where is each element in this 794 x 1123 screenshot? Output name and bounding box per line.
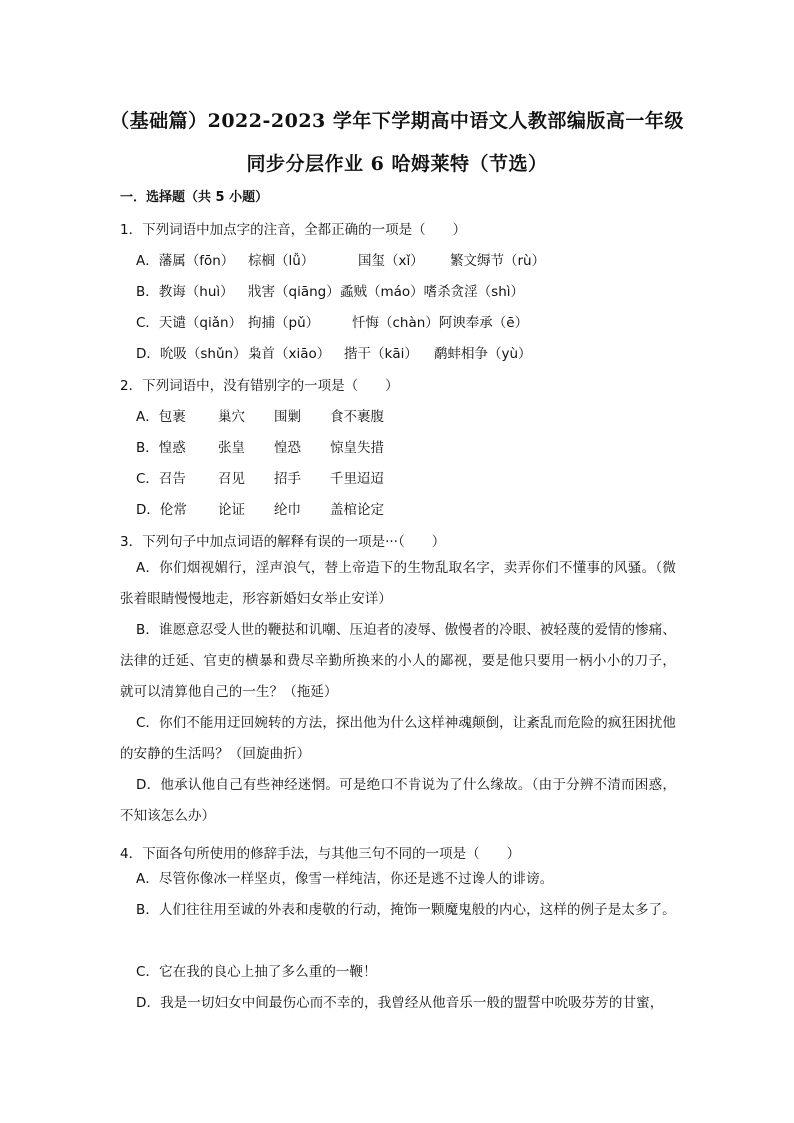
question-4-stem: 4．下面各句所使用的修辞手法，与其他三句不同的一项是（ ） (120, 846, 521, 862)
question-1-option-c (136, 311, 528, 331)
option-part: 论证 (218, 502, 245, 518)
option-part: 国玺（xǐ） (358, 253, 424, 269)
option-part: 惊皇失措 (330, 440, 384, 456)
question-4-option-b: B．人们往往用至诚的外表和虔敬的行动，掩饰一颗魔鬼般的内心，这样的例子是太多了。 (136, 902, 676, 918)
question-4-option-c: C．它在我的良心上抽了多么重的一鞭！ (136, 964, 377, 980)
question-3-option-b: B．谁愿意忍受人世的鞭挞和讥嘲、压迫者的凌辱、傲慢者的冷眼、被轻蔑的爱情的惨痛、法律的迁延、官吏的横暴和费尽辛勤所换来的小人的鄙视，要是他只要用一柄小小的刀子，就可以清算他自己的一生？（拖延） (120, 622, 676, 700)
option-part: 繁文缛节（rù） (450, 253, 546, 269)
question-4-option-a: A．尽管你像冰一样坚贞，像雪一样纯洁，你还是逃不过谗人的诽谤。 (136, 871, 554, 887)
question-2-stem: 2．下列词语中，没有错别字的一项是（ ） (120, 378, 399, 394)
option-part: 戕害（qiāng） (248, 284, 340, 300)
option-part: C．天谴（qiǎn） (136, 315, 243, 331)
question-3-option-c: C．你们不能用迂回婉转的方法，探出他为什么这样神魂颠倒，让紊乱而危险的疯狂困扰他的安静的生活吗？（回旋曲折） (120, 715, 676, 762)
question-2-option-d (136, 498, 384, 518)
option-part: D．伦常 (136, 502, 187, 518)
section-heading: 一．选择题（共 5 小题） (120, 190, 269, 205)
option-part: 惶恐 (274, 440, 301, 456)
question-1-option-d (136, 342, 532, 362)
question-3-option-a: A．你们烟视媚行，淫声浪气，替上帝造下的生物乱取名字，卖弄你们不懂事的风骚。（微张着眼睛慢慢地走，形容新婚妇女举止安详） (120, 560, 676, 607)
option-part: C．召告 (136, 471, 186, 487)
option-part: D．吮吸（shǔn） (136, 346, 247, 362)
option-part: 揩干（kāi） (344, 346, 418, 362)
option-part: 围剿 (274, 409, 301, 425)
document-title-line-1: （基础篇）2022-2023 学年下学期高中语文人教部编版高一年级 (110, 110, 684, 132)
question-1-stem: 1．下列词语中加点字的注音，全都正确的一项是（ ） (120, 222, 467, 238)
option-part: 盖棺论定 (330, 502, 384, 518)
option-part: 巢穴 (218, 409, 245, 425)
question-2-option-c (136, 467, 384, 487)
option-part: 枭首（xiāo） (248, 346, 331, 362)
option-part: 蟊贼（máo）嗜杀贪淫（shì） (340, 284, 525, 300)
option-part: A．藩属（fōn） (136, 253, 235, 269)
question-2-option-a (136, 405, 384, 425)
option-part: 食不裹腹 (330, 409, 384, 425)
option-part: 纶巾 (274, 502, 301, 518)
question-4-option-d: D．我是一切妇女中间最伤心而不幸的，我曾经从他音乐一般的盟誓中吮吸芬芳的甘蜜， (136, 995, 664, 1011)
option-part: 鹬蚌相争（yù） (434, 346, 532, 362)
option-part: 召见 (218, 471, 245, 487)
question-1-option-a (136, 249, 545, 269)
document-title-line-2: 同步分层作业 6 哈姆莱特（节选） (246, 153, 548, 175)
option-part: 张皇 (218, 440, 245, 456)
option-part: 千里迢迢 (330, 471, 384, 487)
option-part: 招手 (274, 471, 301, 487)
question-3-option-d: D．他承认他自己有些神经迷惘。可是绝口不肯说为了什么缘故。（由于分辨不清而困惑，不知该怎么办） (120, 777, 676, 824)
option-part: 棕榈（lǚ） (248, 253, 315, 269)
option-part: B．惶惑 (136, 440, 186, 456)
question-3-stem: 3．下列句子中加点词语的解释有误的一项是···（ ） (120, 534, 446, 550)
option-part: 忏悔（chàn）阿谀奉承（ē） (352, 315, 529, 331)
option-part: A．包裹 (136, 409, 186, 425)
question-2-option-b (136, 436, 384, 456)
option-part: B．教诲（huì） (136, 284, 234, 300)
option-part: 拘捕（pǔ） (248, 315, 320, 331)
question-1-option-b (136, 280, 524, 300)
